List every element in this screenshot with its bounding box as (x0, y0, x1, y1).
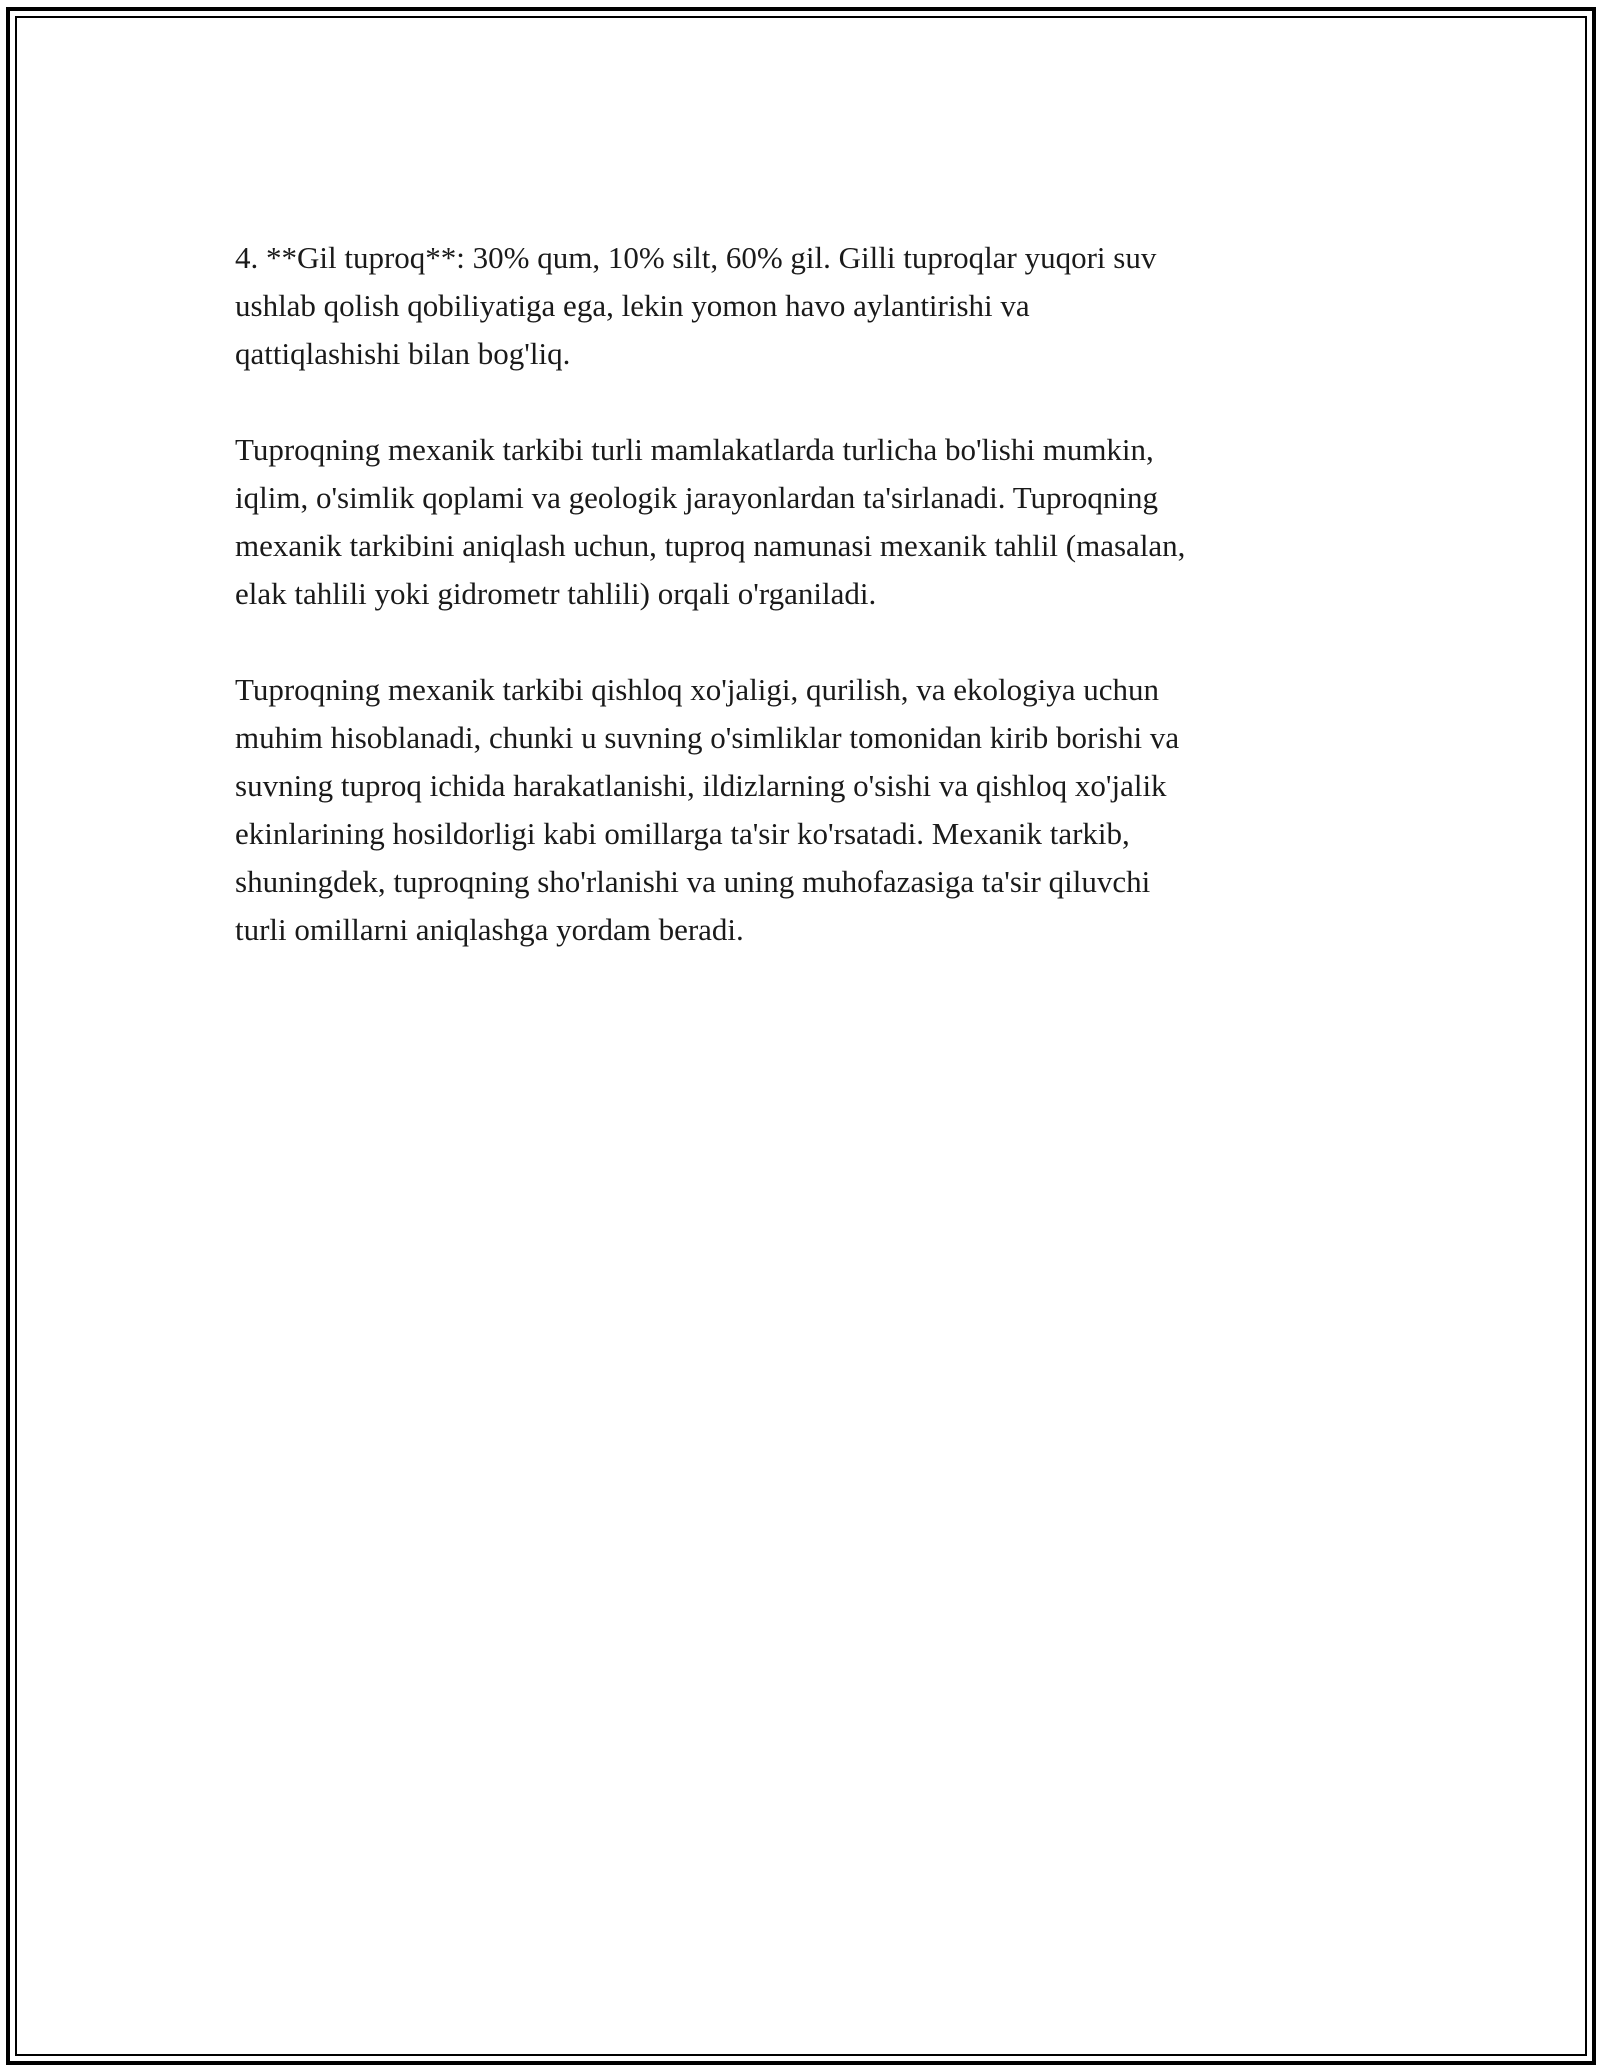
document-body (235, 234, 1365, 1002)
text-line: ushlab qolish qobiliyatiga ega, lekin yomon havo aylantirishi va (235, 288, 1030, 323)
paragraph-importance (235, 666, 1365, 954)
text-line: muhim hisoblanadi, chunki u suvning o'simliklar tomonidan kirib borishi va (235, 720, 1180, 755)
text-line: Tuproqning mexanik tarkibi turli mamlakatlarda turlicha bo'lishi mumkin, (235, 432, 1154, 467)
text-line: ekinlarining hosildorligi kabi omillarga ta'sir ko'rsatadi. Mexanik tarkib, (235, 816, 1130, 851)
text-line: turli omillarni aniqlashga yordam beradi. (235, 912, 744, 947)
text-line: iqlim, o'simlik qoplami va geologik jarayonlardan ta'sirlanadi. Tuproqning (235, 480, 1158, 515)
paragraph-clay-soil (235, 234, 1365, 378)
text-line: qattiqlashishi bilan bog'liq. (235, 336, 571, 371)
text-line: Tuproqning mexanik tarkibi qishloq xo'jaligi, qurilish, va ekologiya uchun (235, 672, 1160, 707)
text-line: shuningdek, tuproqning sho'rlanishi va uning muhofazasiga ta'sir qiluvchi (235, 864, 1151, 899)
paragraph-composition-variation (235, 426, 1365, 618)
text-line: mexanik tarkibini aniqlash uchun, tuproq namunasi mexanik tahlil (masalan, (235, 528, 1186, 563)
text-line: elak tahlili yoki gidrometr tahlili) orqali o'rganiladi. (235, 576, 877, 611)
text-line: suvning tuproq ichida harakatlanishi, ildizlarning o'sishi va qishloq xo'jalik (235, 768, 1167, 803)
text-line: 4. **Gil tuproq**: 30% qum, 10% silt, 60% gil. Gilli tuproqlar yuqori suv (235, 240, 1157, 275)
